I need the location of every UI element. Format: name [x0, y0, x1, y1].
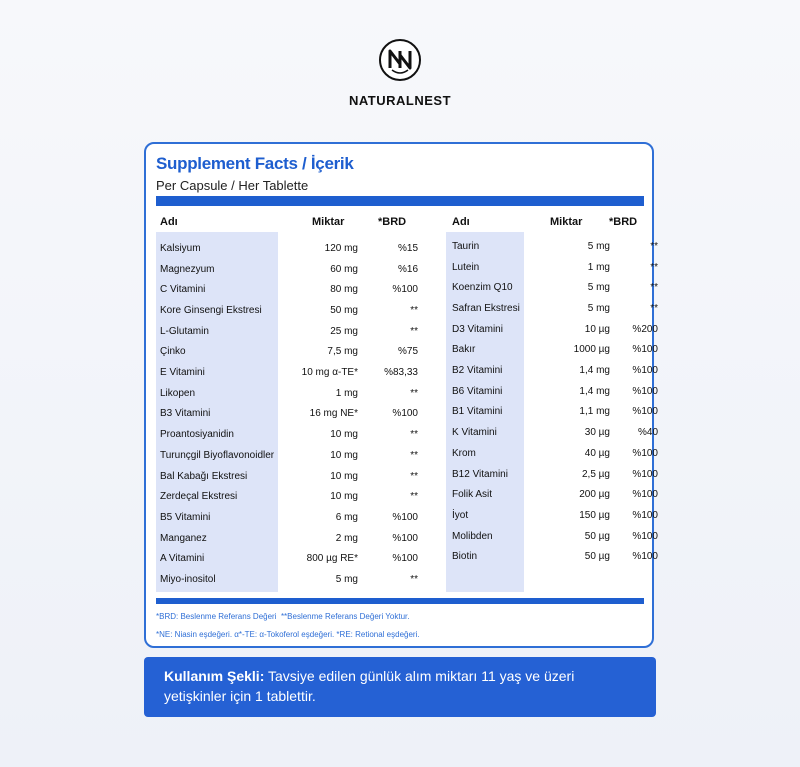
table-row: [160, 321, 418, 342]
row-name: Zerdeçal Ekstresi: [160, 491, 238, 503]
row-rdv: %100: [632, 447, 658, 459]
table-row: [160, 404, 418, 425]
row-name: Folik Asit: [452, 489, 493, 501]
table-row: [452, 340, 658, 361]
table-row: [160, 549, 418, 570]
right-header-name: Adı: [452, 216, 470, 228]
row-name: Miyo-inositol: [160, 574, 216, 586]
row-name: Kalsiyum: [160, 242, 201, 254]
row-rdv: **: [410, 429, 418, 441]
naturalnest-logo-icon: [378, 38, 422, 82]
row-rdv: **: [410, 491, 418, 503]
row-rdv: %100: [632, 551, 658, 563]
row-name: C Vitamini: [160, 284, 206, 296]
row-amount: 200 µg: [579, 489, 610, 501]
right-header-rdv: *BRD: [609, 216, 638, 228]
row-amount: 25 mg: [330, 325, 358, 337]
row-name: Magnezyum: [160, 263, 215, 275]
right-header-amount: Miktar: [550, 216, 583, 228]
footer-bar: [156, 598, 644, 604]
usage-box: [144, 657, 656, 717]
row-amount: 5 mg: [335, 574, 358, 586]
row-amount: 1,1 mg: [579, 406, 610, 418]
row-amount: 800 µg RE*: [306, 553, 358, 565]
row-rdv: %100: [392, 511, 418, 523]
row-name: Lutein: [452, 261, 480, 273]
header-bar: [156, 196, 644, 206]
row-amount: 120 mg: [324, 242, 358, 254]
row-name: B3 Vitamini: [160, 408, 211, 420]
row-name: Taurin: [452, 240, 480, 252]
row-name: E Vitamini: [160, 367, 205, 379]
row-name: Krom: [452, 447, 476, 459]
row-amount: 1000 µg: [573, 344, 610, 356]
row-amount: 60 mg: [330, 263, 358, 275]
table-row: [160, 362, 418, 383]
row-rdv: %83,33: [384, 367, 418, 379]
row-name: K Vitamini: [452, 427, 497, 439]
row-rdv: %100: [392, 532, 418, 544]
row-rdv: %40: [637, 427, 658, 439]
row-name: Turunçgil Biyoflavonoidler: [160, 449, 275, 461]
table-row: [160, 486, 418, 507]
table-row: [452, 526, 658, 547]
row-amount: 150 µg: [579, 509, 610, 521]
row-amount: 50 mg: [330, 304, 358, 316]
brand-logo: [0, 38, 800, 108]
row-rdv: %100: [632, 344, 658, 356]
table-row: [160, 507, 418, 528]
row-amount: 50 µg: [584, 551, 610, 563]
row-rdv: %16: [397, 263, 418, 275]
row-name: Çinko: [160, 346, 186, 358]
row-name: B6 Vitamini: [452, 385, 503, 397]
row-rdv: %15: [397, 242, 418, 254]
row-name: A Vitamini: [160, 553, 205, 565]
table-row: [452, 464, 658, 485]
row-amount: 2,5 µg: [581, 468, 610, 480]
row-rdv: %100: [392, 284, 418, 296]
row-rdv: %100: [632, 509, 658, 521]
row-name: Manganez: [160, 532, 207, 544]
table-row: [452, 443, 658, 464]
row-amount: 2 mg: [335, 532, 358, 544]
table-row: [452, 319, 658, 340]
table-row: [452, 277, 658, 298]
row-rdv: **: [650, 240, 658, 252]
row-name: Bakır: [452, 344, 476, 356]
row-name: Proantosiyanidin: [160, 429, 234, 441]
row-rdv: %100: [632, 365, 658, 377]
row-rdv: %200: [632, 323, 658, 335]
table-row: [160, 445, 418, 466]
row-name: Likopen: [160, 387, 196, 399]
row-rdv: **: [410, 325, 418, 337]
panel-subtitle: Per Capsule / Her Tablette: [156, 178, 309, 193]
row-amount: 10 mg: [330, 429, 358, 441]
row-amount: 5 mg: [587, 240, 610, 252]
table-row: [160, 300, 418, 321]
footnote-equivalents: *NE: Niasin eşdeğeri. α*-TE: α-Tokoferol eşdeğeri. *RE: Retional eşdeğeri.: [156, 630, 420, 639]
row-name: B2 Vitamini: [452, 365, 503, 377]
row-rdv: %100: [632, 385, 658, 397]
table-row: [160, 528, 418, 549]
row-amount: 16 mg NE*: [309, 408, 358, 420]
row-name: B12 Vitamini: [452, 468, 508, 480]
left-header-name: Adı: [160, 216, 178, 228]
left-header-rdv: *BRD: [378, 216, 407, 228]
table-row: [160, 424, 418, 445]
row-name: Safran Ekstresi: [452, 302, 520, 314]
table-row: [452, 484, 658, 505]
row-amount: 40 µg: [584, 447, 610, 459]
row-rdv: %75: [397, 346, 418, 358]
row-name: Bal Kabağı Ekstresi: [160, 470, 248, 482]
table-row: [160, 259, 418, 280]
row-amount: 1,4 mg: [579, 365, 610, 377]
row-rdv: **: [650, 261, 658, 273]
table-row: [452, 422, 658, 443]
row-amount: 80 mg: [330, 284, 358, 296]
row-rdv: %100: [632, 530, 658, 542]
row-amount: 5 mg: [587, 282, 610, 294]
footnote-brd: *BRD: Beslenme Referans Değeri **Beslenme Referans Değeri Yoktur.: [156, 612, 410, 621]
table-row: [452, 505, 658, 526]
table-row: [452, 360, 658, 381]
row-amount: 1 mg: [335, 387, 358, 399]
row-rdv: %100: [632, 489, 658, 501]
left-header-amount: Miktar: [312, 216, 345, 228]
table-row: [452, 298, 658, 319]
table-row: [452, 402, 658, 423]
row-amount: 50 µg: [584, 530, 610, 542]
row-name: İyot: [452, 509, 469, 521]
row-rdv: **: [650, 282, 658, 294]
row-name: Biotin: [452, 551, 478, 563]
row-amount: 1,4 mg: [579, 385, 610, 397]
row-amount: 6 mg: [335, 511, 358, 523]
row-amount: 1 mg: [587, 261, 610, 273]
row-amount: 30 µg: [584, 427, 610, 439]
row-amount: 10 µg: [584, 323, 610, 335]
table-row: [160, 569, 418, 590]
table-row: [160, 466, 418, 487]
row-amount: 10 mg α-TE*: [301, 367, 358, 379]
row-rdv: **: [410, 449, 418, 461]
panel-title: Supplement Facts / İçerik: [156, 154, 354, 173]
table-row: [452, 257, 658, 278]
table-row: [160, 383, 418, 404]
row-amount: 5 mg: [587, 302, 610, 314]
row-rdv: **: [410, 304, 418, 316]
row-amount: 7,5 mg: [327, 346, 358, 358]
row-rdv: %100: [392, 553, 418, 565]
row-name: B1 Vitamini: [452, 406, 503, 418]
row-rdv: **: [410, 470, 418, 482]
row-name: Molibden: [452, 530, 493, 542]
row-amount: 10 mg: [330, 449, 358, 461]
brand-name: NATURALNEST: [348, 93, 452, 108]
table-row: [160, 342, 418, 363]
row-name: D3 Vitamini: [452, 323, 503, 335]
row-rdv: **: [650, 302, 658, 314]
supplement-facts-panel: [144, 142, 658, 648]
table-row: [452, 236, 658, 257]
row-name: Koenzim Q10: [452, 282, 513, 294]
row-amount: 10 mg: [330, 470, 358, 482]
row-rdv: %100: [632, 406, 658, 418]
table-row: [160, 279, 418, 300]
table-row: [452, 547, 658, 568]
row-rdv: %100: [632, 468, 658, 480]
usage-label: Kullanım Şekli:: [164, 668, 265, 684]
row-name: B5 Vitamini: [160, 511, 211, 523]
row-rdv: **: [410, 574, 418, 586]
table-row: [452, 381, 658, 402]
row-amount: 10 mg: [330, 491, 358, 503]
row-name: Kore Ginsengi Ekstresi: [160, 304, 262, 316]
usage-text: Tavsiye edilen günlük alım miktarı 11 yaş ve üzeri yetişkinler için 1 tablettir.: [164, 668, 575, 704]
row-rdv: **: [410, 387, 418, 399]
row-rdv: %100: [392, 408, 418, 420]
row-name: L-Glutamin: [160, 325, 209, 337]
table-row: [160, 238, 418, 259]
